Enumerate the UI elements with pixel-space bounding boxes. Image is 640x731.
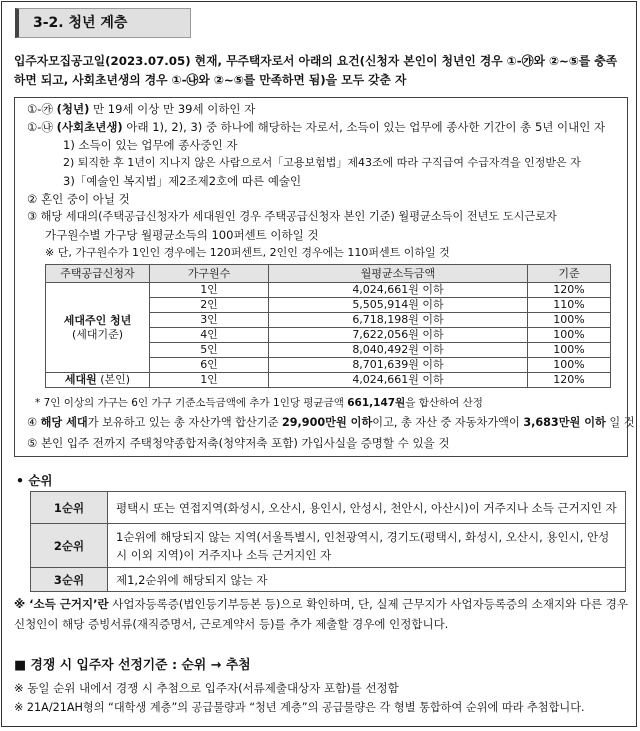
selection-heading: ■ 경쟁 시 입주자 선정기준 : 순위 → 추첨: [14, 658, 251, 673]
rank-desc: 제1,2순위에 해당되지 않는 자: [108, 568, 626, 592]
cell-ratio: 120%: [528, 373, 611, 388]
req-youth-label: (청년): [56, 102, 90, 116]
req-income-note: ※ 단, 가구원수가 1인인 경우에는 120퍼센트, 2인인 경우에는 110퍼센트 이하일 것: [45, 246, 450, 259]
req-newworker-sub1: 1) 소득이 있는 업무에 종사중인 자: [63, 138, 238, 152]
req-savings: ⑤ 본인 입주 전까지 주택청약종합저축(청약저축 포함) 가입사실을 증명할 수 있을 것: [27, 436, 450, 450]
income-footnote-post: 을 합산하여 산정: [405, 397, 483, 409]
req-newworker-prefix: ①-㉯: [27, 120, 53, 134]
req-assets: [27, 414, 635, 432]
group-household-head: [46, 283, 150, 373]
req-newworker-text: 아래 1), 2), 3) 중 하나에 해당하는 자로서, 소득이 있는 업무에 종사한 기간이 총 5년 이내인 자: [126, 120, 606, 134]
cell-members: 5인: [150, 343, 269, 358]
eligibility-intro: 입주자모집공고일(2023.07.05) 현재, 무주택자로서 아래의 요건(신청자 본인이 청년인 경우 ①-㉮와 ②~⑤를 충족하면 되고, 사회초년생의 경우 ①-㉯와 ②~⑤를 만족하면 됨)을 모두 갖춘 자: [14, 54, 618, 87]
rank-label: 1순위: [31, 492, 108, 524]
table-row: [31, 492, 626, 524]
req-income-line2: 가구원수별 가구당 월평균소득의 100퍼센트 이하일 것: [45, 228, 319, 242]
group-household-member-label: 세대원: [64, 373, 97, 386]
col-amount: 월평균소득금액: [269, 265, 528, 283]
cell-members: 4인: [150, 328, 269, 343]
notice-page: [1, 1, 637, 727]
req-youth-text: 만 19세 이상 만 39세 이하인 자: [93, 102, 256, 116]
table-row: [31, 524, 626, 568]
req-assets-limit: 29,900만원 이하: [281, 416, 373, 429]
ranking-heading: • 순위: [16, 473, 53, 488]
req-assets-car-limit: 3,683만원 이하: [523, 416, 606, 429]
req-youth: [27, 100, 255, 118]
rank-label: 3순위: [31, 568, 108, 592]
rank-label: 2순위: [31, 524, 108, 568]
income-table-header: [46, 265, 611, 283]
income-basis-note-label: ※ ‘소득 근거지’란: [14, 597, 109, 611]
cell-ratio: 110%: [528, 298, 611, 313]
cell-amount: 8,040,492원 이하: [269, 343, 528, 358]
req-newworker-sub3: 3)「예술인 복지법」제2조제2호에 따른 예술인: [63, 174, 302, 188]
cell-ratio: 100%: [528, 343, 611, 358]
col-ratio: 기준: [528, 265, 611, 283]
req-unmarried: ② 혼인 중이 아닐 것: [27, 192, 130, 206]
req-assets-prefix: ④: [27, 416, 38, 429]
income-footnote-amount: 661,147원: [347, 397, 406, 409]
req-assets-end: 일 것: [609, 416, 635, 429]
table-row: [31, 568, 626, 592]
cell-ratio: 100%: [528, 358, 611, 373]
cell-amount: 4,024,661원 이하: [269, 373, 528, 388]
table-row: [46, 283, 611, 298]
req-assets-mid1: 가 보유하고 있는 총 자산가액 합산기준: [87, 416, 279, 429]
income-footnote-pre: * 7인 이상의 가구는 6인 가구 기준소득금액에 추가 1인당 평균금액: [35, 397, 344, 409]
income-footnote: [35, 394, 483, 412]
group-household-head-label: 세대주인 청년: [63, 313, 132, 327]
cell-ratio: 120%: [528, 283, 611, 298]
req-newworker: [27, 118, 605, 136]
rank-desc: 1순위에 해당되지 않는 지역(서울특별시, 인천광역시, 경기도(평택시, 화성시, 오산시, 용인시, 안성시 이외 지역)이 거주지나 소득 근거지인 자: [108, 524, 626, 568]
cell-members: 1인: [150, 373, 269, 388]
col-members: 가구원수: [150, 265, 269, 283]
section-title: 3-2. 청년 계층: [15, 8, 191, 38]
cell-members: 3인: [150, 313, 269, 328]
cell-amount: 5,505,914원 이하: [269, 298, 528, 313]
cell-amount: 8,701,639원 이하: [269, 358, 528, 373]
col-applicant: 주택공급신청자: [46, 265, 150, 283]
group-household-member: [46, 373, 150, 388]
rank-desc: 평택시 또는 연접지역(화성시, 오산시, 용인시, 안성시, 천안시, 아산시)이 거주지나 소득 근거지인 자: [108, 492, 626, 524]
cell-amount: 7,622,056원 이하: [269, 328, 528, 343]
cell-amount: 4,024,661원 이하: [269, 283, 528, 298]
selection-note-1: ※ 동일 순위 내에서 경쟁 시 추첨으로 입주자(서류제출대상자 포함)를 선정함: [14, 681, 399, 695]
req-income-line1: ③ 해당 세대의(주택공급신청자가 세대원인 경우 주택공급신청자 본인 기준) 월평균소득이 전년도 도시근로자: [27, 210, 557, 223]
requirements-box: [14, 97, 635, 457]
income-basis-note-text: 사업자등록증(법인등기부등본 등)으로 확인하며, 단, 실제 근무지가 사업자등록증의 소재지와 다른 경우 신청인이 해당 증빙서류(재직증명서, 근로계약서 등)를 추가 제출할 경우에 인정합니다.: [14, 597, 628, 631]
income-table: [45, 264, 611, 388]
cell-amount: 6,718,198원 이하: [269, 313, 528, 328]
ranking-table: [30, 491, 626, 592]
cell-ratio: 100%: [528, 328, 611, 343]
cell-members: 2인: [150, 298, 269, 313]
req-newworker-label: (사회초년생): [56, 120, 123, 134]
cell-ratio: 100%: [528, 313, 611, 328]
req-youth-prefix: ①-㉮: [27, 102, 53, 116]
table-row: [46, 373, 611, 388]
req-assets-household: 해당 세대: [40, 416, 88, 429]
group-household-member-sub: (본인): [100, 373, 131, 386]
cell-members: 1인: [150, 283, 269, 298]
req-assets-mid2: 이고, 총 자산 중 자동차가액이: [372, 416, 520, 429]
income-basis-note: [14, 594, 628, 634]
group-household-head-sub: (세대기준): [71, 327, 124, 341]
req-newworker-sub2: 2) 퇴직한 후 1년이 지나지 않은 사람으로서「고용보험법」제43조에 따라 구직급여 수급자격을 인정받은 자: [63, 156, 581, 169]
selection-note-2: ※ 21A/21AH형의 “대학생 계층”의 공급물량과 “청년 계층”의 공급물량은 각 형별 통합하여 순위에 따라 추첨합니다.: [14, 701, 585, 714]
cell-members: 6인: [150, 358, 269, 373]
